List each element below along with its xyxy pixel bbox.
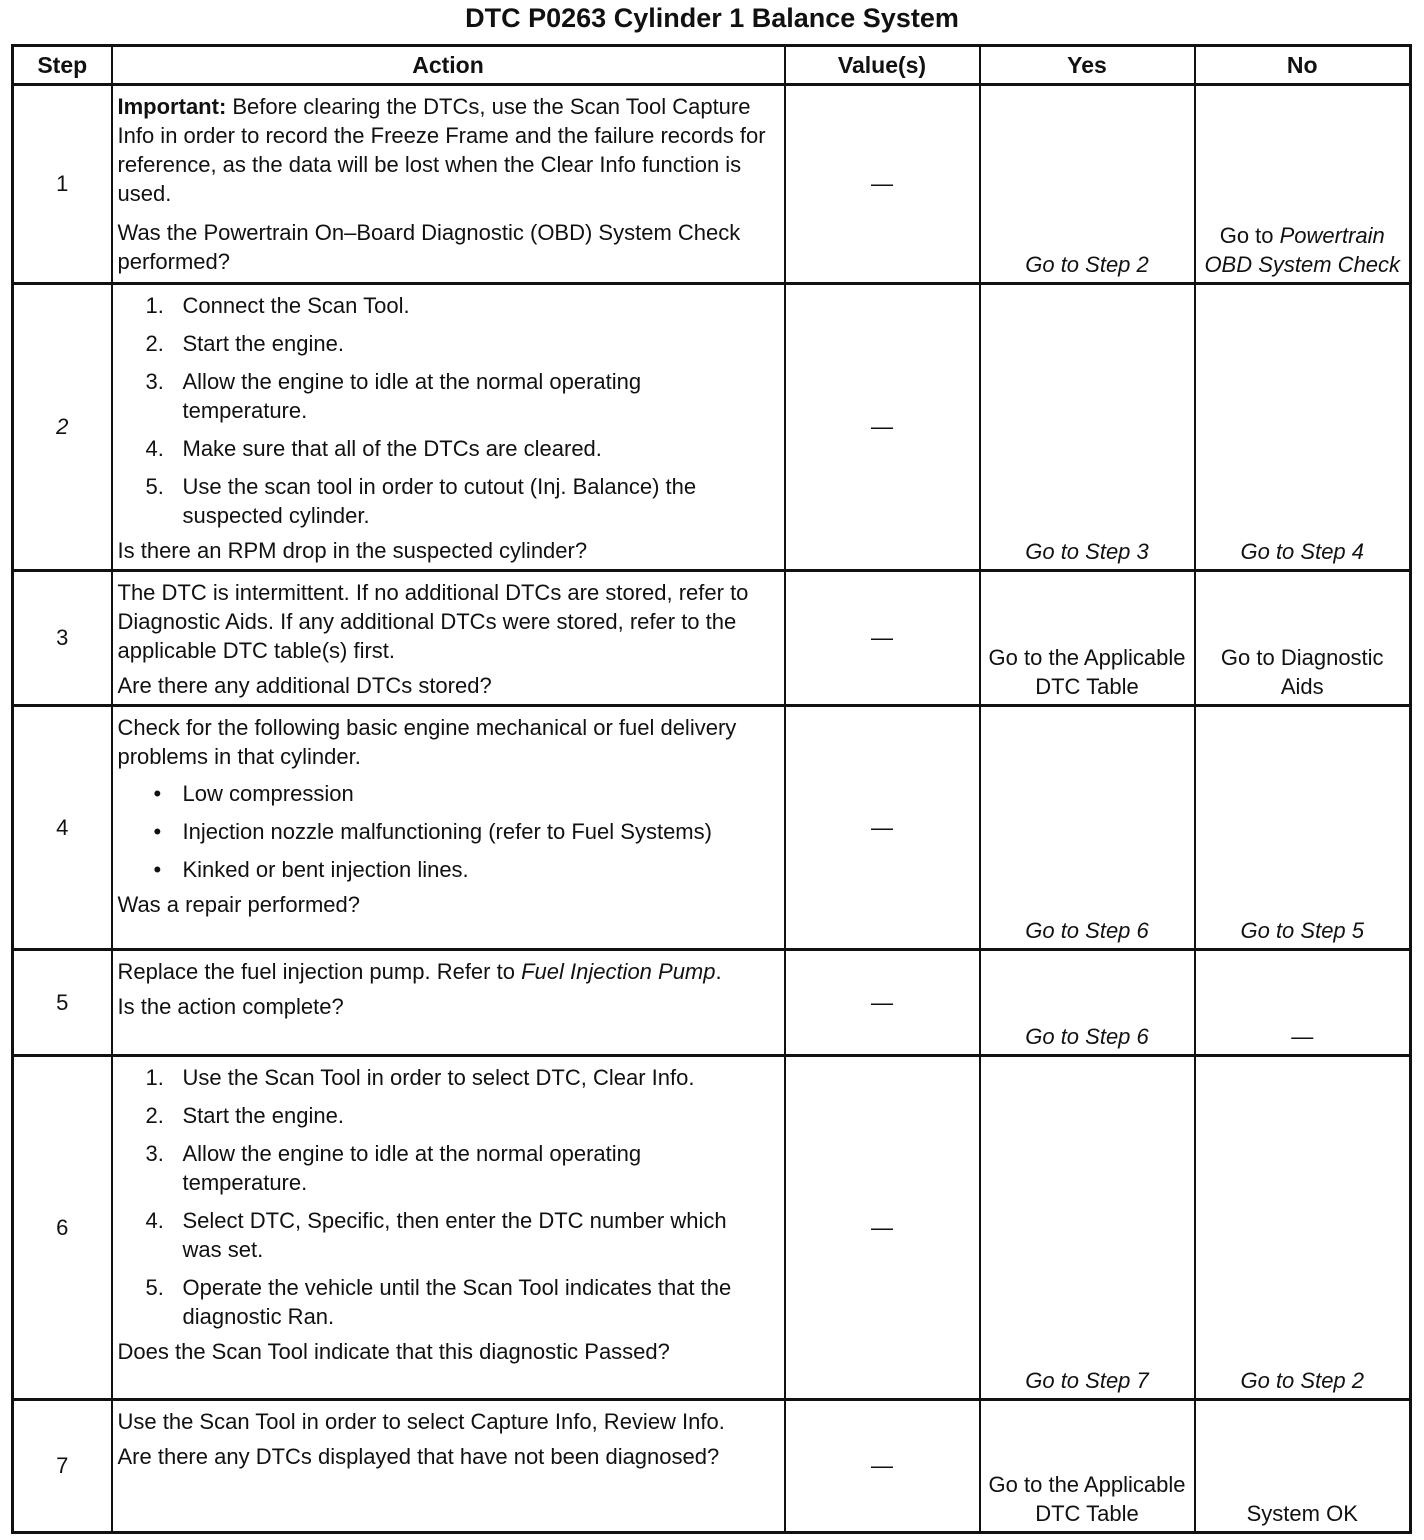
yes-link[interactable]: Go to Step 2	[1025, 252, 1149, 277]
column-header-step: Step	[13, 46, 112, 85]
action-cell	[112, 1400, 785, 1533]
yes-link[interactable]: Go to Step 6	[1025, 918, 1149, 943]
list-item: • Low compression	[153, 781, 354, 806]
action-text: Use the Scan Tool in order to select Capture Info, Review Info.	[117, 1409, 725, 1434]
action-text: The DTC is intermittent. If no additional DTCs are stored, refer to Diagnostic Aids. If any additional DTCs were stored, refer to the applicable DTC table(s) first.	[117, 580, 749, 663]
step-number: 7	[13, 1400, 112, 1533]
table-row	[13, 571, 1411, 706]
value-cell: —	[785, 571, 980, 706]
no-cell	[1195, 284, 1411, 571]
value-cell: —	[785, 950, 980, 1056]
step-number: 6	[13, 1056, 112, 1400]
no-cell	[1195, 706, 1411, 950]
action-question: Was a repair performed?	[117, 892, 361, 917]
table-row	[13, 284, 1411, 571]
action-question: Is there an RPM drop in the suspected cylinder?	[117, 538, 588, 563]
list-item: 4. Select DTC, Specific, then enter the DTC number which was set.	[145, 1208, 727, 1262]
action-text: Replace the fuel injection pump. Refer to Fuel Injection Pump.	[117, 959, 722, 984]
step-number: 4	[13, 706, 112, 950]
yes-cell	[980, 284, 1195, 571]
yes-link[interactable]: Go to Step 6	[1025, 1024, 1149, 1049]
action-question: Are there any DTCs displayed that have not been diagnosed?	[117, 1444, 720, 1469]
table-row	[13, 85, 1411, 284]
action-cell	[112, 1056, 785, 1400]
yes-link[interactable]: Go to Step 7	[1025, 1368, 1149, 1393]
action-question: Is the action complete?	[117, 994, 344, 1019]
table-row	[13, 706, 1411, 950]
step-number: 5	[13, 950, 112, 1056]
action-question: Are there any additional DTCs stored?	[117, 673, 492, 698]
no-link[interactable]: Powertrain OBD System Check	[1204, 223, 1401, 277]
action-cell	[112, 85, 785, 284]
no-cell	[1195, 1056, 1411, 1400]
step-number: 1	[13, 85, 112, 284]
diagnostic-table	[11, 44, 1412, 1534]
action-cell	[112, 284, 785, 571]
list-item: • Injection nozzle malfunctioning (refer to Fuel Systems)	[153, 819, 712, 844]
important-text: Before clearing the DTCs, use the Scan Tool Capture Info in order to record the Freeze Frame and the failure records for reference, as the data will be lost when the Clear Info function is used.	[117, 94, 766, 206]
step-number: 3	[13, 571, 112, 706]
no-cell[interactable]: Go to Diagnostic Aids	[1195, 571, 1411, 706]
yes-cell[interactable]: Go to the Applicable DTC Table	[980, 571, 1195, 706]
fuel-injection-pump-link[interactable]: Fuel Injection Pump	[521, 959, 716, 984]
page-title: DTC P0263 Cylinder 1 Balance System	[465, 3, 959, 33]
no-cell: System OK	[1195, 1400, 1411, 1533]
value-cell: —	[785, 706, 980, 950]
no-prefix: Go to	[1219, 223, 1280, 248]
yes-cell	[980, 706, 1195, 950]
action-cell	[112, 571, 785, 706]
list-item: 5. Use the scan tool in order to cutout (Inj. Balance) the suspected cylinder.	[145, 474, 697, 528]
numbered-list	[118, 1063, 770, 1331]
table-header-row	[13, 46, 1411, 85]
column-header-yes: Yes	[980, 46, 1195, 85]
yes-cell[interactable]: Go to the Applicable DTC Table	[980, 1400, 1195, 1533]
value-cell: —	[785, 1400, 980, 1533]
column-header-values: Value(s)	[785, 46, 980, 85]
action-text: Check for the following basic engine mechanical or fuel delivery problems in that cylinder.	[117, 715, 737, 769]
value-cell: —	[785, 1056, 980, 1400]
action-question: Does the Scan Tool indicate that this diagnostic Passed?	[117, 1339, 670, 1364]
yes-cell	[980, 1056, 1195, 1400]
list-item: 5. Operate the vehicle until the Scan Tool indicates that the diagnostic Ran.	[145, 1275, 732, 1329]
no-link[interactable]: Go to Step 4	[1240, 539, 1365, 564]
no-link[interactable]: Go to Step 5	[1240, 918, 1365, 943]
list-item: 4. Make sure that all of the DTCs are cleared.	[145, 436, 602, 461]
list-item: 1. Connect the Scan Tool.	[145, 293, 410, 318]
yes-cell	[980, 950, 1195, 1056]
list-item: 2. Start the engine.	[145, 1103, 344, 1128]
yes-cell	[980, 85, 1195, 284]
value-cell: —	[785, 85, 980, 284]
list-item: 1. Use the Scan Tool in order to select DTC, Clear Info.	[145, 1065, 695, 1090]
step-number: 2	[13, 284, 112, 571]
action-cell	[112, 706, 785, 950]
numbered-list	[118, 291, 770, 530]
important-label: Important:	[117, 94, 227, 119]
list-item: • Kinked or bent injection lines.	[153, 857, 469, 882]
list-item: 2. Start the engine.	[145, 331, 344, 356]
table-row	[13, 1056, 1411, 1400]
action-cell	[112, 950, 785, 1056]
no-cell	[1195, 85, 1411, 284]
table-row	[13, 1400, 1411, 1533]
no-cell: —	[1195, 950, 1411, 1056]
value-cell: —	[785, 284, 980, 571]
action-text	[118, 92, 770, 208]
column-header-no: No	[1195, 46, 1411, 85]
list-item: 3. Allow the engine to idle at the normal operating temperature.	[145, 369, 642, 423]
table-row	[13, 950, 1411, 1056]
list-item: 3. Allow the engine to idle at the normal operating temperature.	[145, 1141, 642, 1195]
action-question: Was the Powertrain On–Board Diagnostic (OBD) System Check performed?	[117, 220, 741, 274]
column-header-action: Action	[112, 46, 785, 85]
yes-link[interactable]: Go to Step 3	[1025, 539, 1149, 564]
bullet-list	[118, 779, 770, 884]
no-link[interactable]: Go to Step 2	[1240, 1368, 1365, 1393]
